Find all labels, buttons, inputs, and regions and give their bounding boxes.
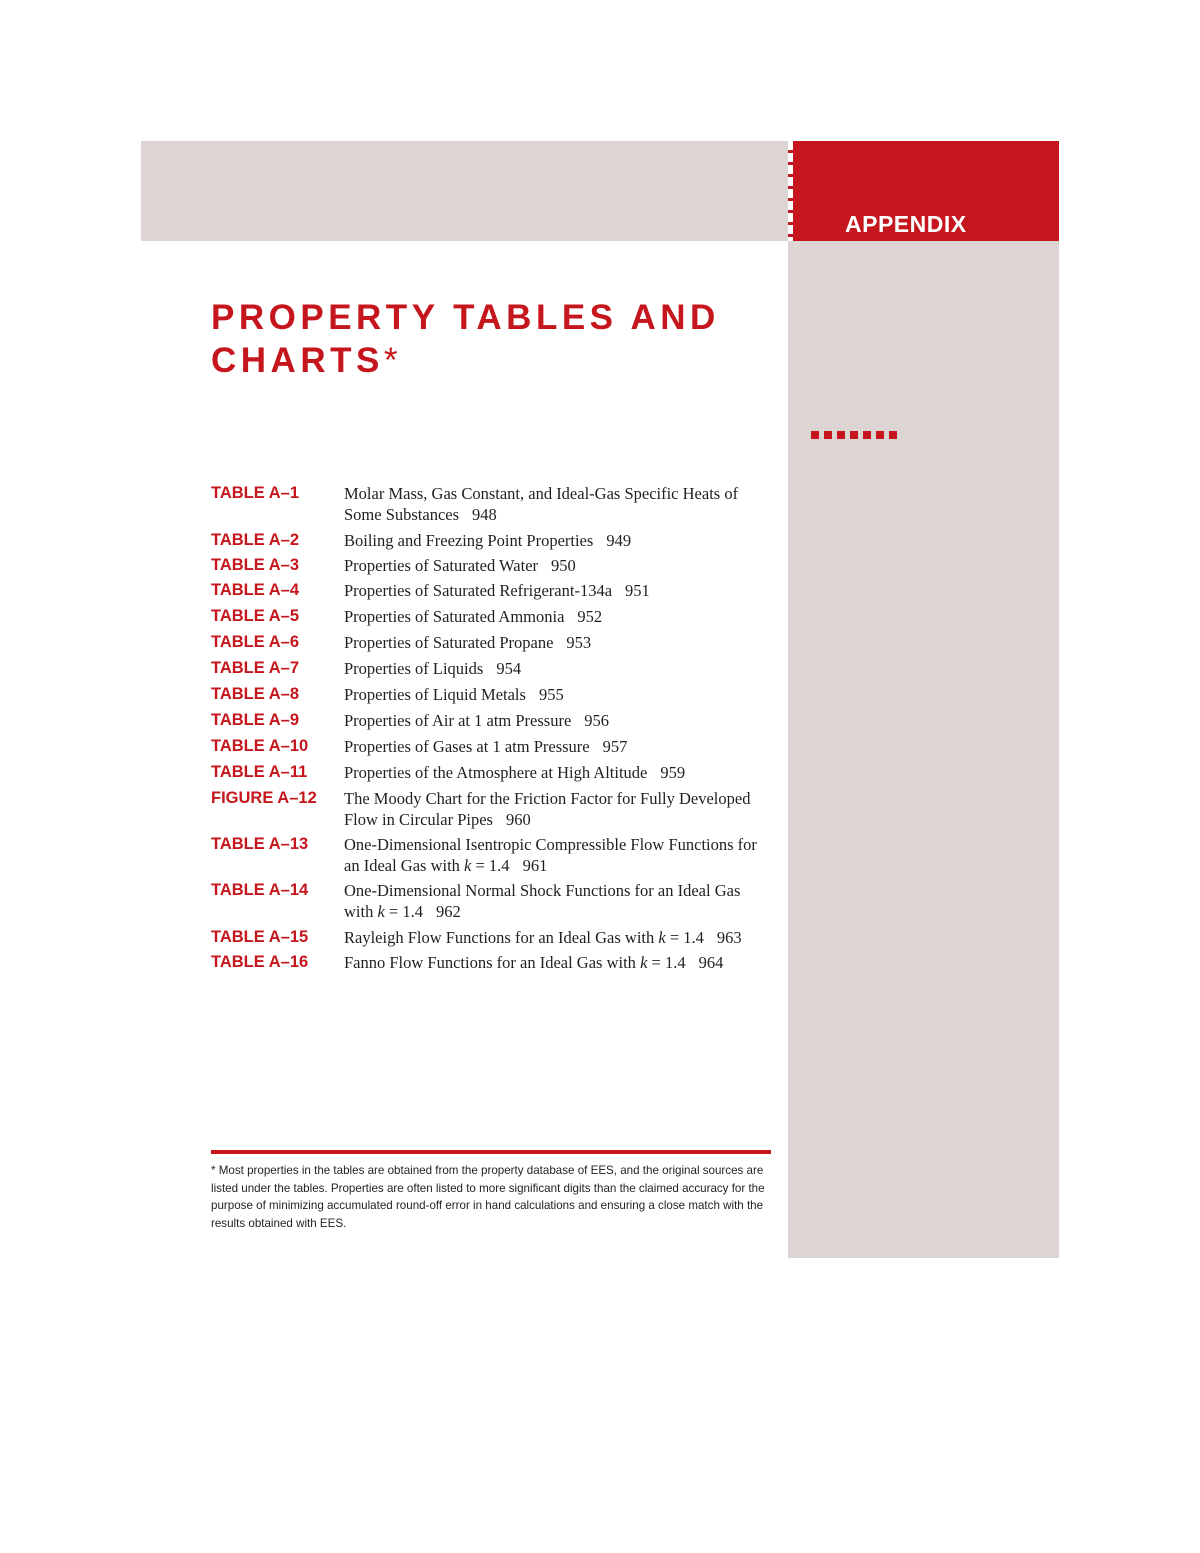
toc-entry-title — [344, 483, 771, 525]
toc-entry-title — [344, 788, 771, 830]
toc-entry-text: One-Dimensional Normal Shock Functions for an Ideal Gas with — [344, 881, 741, 921]
toc-entry-title — [344, 606, 771, 627]
toc-entry-page: 949 — [606, 531, 632, 550]
sidebar-dot-row — [811, 431, 911, 439]
toc-entry-label: FIGURE A–12 — [211, 789, 317, 807]
toc-entry-text: The Moody Chart for the Friction Factor for Fully Developed Flow in Circular Pipes — [344, 789, 751, 829]
toc-entry-text: Properties of Air at 1 atm Pressure — [344, 711, 572, 730]
toc-entry-title — [344, 736, 771, 757]
dot — [837, 431, 845, 439]
toc-entry — [211, 684, 771, 705]
toc-entry-text: Properties of Saturated Refrigerant-134a — [344, 581, 613, 600]
toc-entry-page: 956 — [584, 711, 610, 730]
toc-entry — [211, 927, 771, 948]
title-line-2: CHARTS — [211, 341, 384, 380]
toc-entry-text: Boiling and Freezing Point Properties — [344, 531, 594, 550]
toc-entry-text: Rayleigh Flow Functions for an Ideal Gas with — [344, 928, 655, 947]
toc-entry-label: TABLE A–11 — [211, 763, 308, 781]
toc-entry — [211, 952, 771, 973]
page-title — [211, 296, 771, 382]
toc-entry-text: Properties of Liquids — [344, 659, 484, 678]
toc-entry-variable: k — [640, 953, 648, 972]
toc-entry-title — [344, 684, 771, 705]
toc-entry — [211, 834, 771, 876]
toc-entry-title — [344, 710, 771, 731]
dot — [850, 431, 858, 439]
toc-entry — [211, 762, 771, 783]
toc-entry — [211, 658, 771, 679]
toc-entry-label: TABLE A–8 — [211, 685, 300, 703]
toc-entry — [211, 632, 771, 653]
toc-entry — [211, 483, 771, 525]
toc-entry-page: 960 — [505, 810, 531, 829]
toc-entry-page: 964 — [698, 953, 724, 972]
toc-entry-page: 959 — [660, 763, 686, 782]
toc-entry-page: 955 — [538, 685, 564, 704]
toc-entry-label: TABLE A–3 — [211, 556, 300, 574]
title-asterisk: * — [383, 341, 402, 380]
toc-entry-label: TABLE A–6 — [211, 633, 300, 651]
toc-entry-label: TABLE A–10 — [211, 737, 309, 755]
toc-entry — [211, 710, 771, 731]
header-band — [141, 141, 788, 241]
toc-entry-title — [344, 952, 771, 973]
toc-entry-text: Properties of Saturated Propane — [344, 633, 554, 652]
title-line-1: PROPERTY TABLES AND — [211, 298, 720, 337]
toc-entry-text: One-Dimensional Isentropic Compressible Flow Functions for an Ideal Gas with — [344, 835, 757, 875]
toc-entry — [211, 736, 771, 757]
toc-entry-title — [344, 530, 771, 551]
toc-entry-label: TABLE A–5 — [211, 607, 300, 625]
toc-entry-text: Properties of Gases at 1 atm Pressure — [344, 737, 590, 756]
toc-entry-page: 954 — [496, 659, 522, 678]
toc-entry-title — [344, 927, 771, 948]
toc-entry — [211, 788, 771, 830]
dot — [889, 431, 897, 439]
toc-entry-page: 957 — [602, 737, 628, 756]
toc-entry-variable: k — [658, 928, 666, 947]
toc-entry-title — [344, 555, 771, 576]
toc-entry-title — [344, 834, 771, 876]
toc-entry-label: TABLE A–14 — [211, 881, 309, 899]
toc-entry-page: 953 — [566, 633, 592, 652]
toc-entry-text: Properties of Saturated Ammonia — [344, 607, 565, 626]
footnote-rule — [211, 1150, 771, 1154]
toc-entry-title — [344, 880, 771, 922]
toc-entry-title — [344, 580, 771, 601]
appendix-tab — [788, 141, 1059, 241]
footnote: * Most properties in the tables are obtained from the property database of EES, and the original sources are listed under the tables. Properties are often listed to more significant digits than the claimed accuracy for the purpose of minimizing accumulated round-off error in hand calculations and ensuring a close match with the results obtained with EES. — [211, 1164, 765, 1230]
toc-entry-page: 952 — [577, 607, 603, 626]
toc-entry-page: 950 — [551, 556, 576, 575]
toc-entry — [211, 580, 771, 601]
toc-entry-label: TABLE A–1 — [211, 484, 300, 502]
toc-entry-equation: = 1.4 — [471, 856, 510, 875]
toc-entry-label: TABLE A–9 — [211, 711, 300, 729]
appendix-label: APPENDIX — [845, 211, 967, 237]
toc-entry-equation: = 1.4 — [384, 902, 423, 921]
toc-entry-title — [344, 632, 771, 653]
sidebar-band — [788, 241, 1059, 1258]
toc-entry-page: 961 — [522, 856, 548, 875]
toc-entry-label: TABLE A–7 — [211, 659, 300, 677]
toc-entry-equation: = 1.4 — [647, 953, 686, 972]
toc-entry-text: Fanno Flow Functions for an Ideal Gas with — [344, 953, 636, 972]
toc-entry-variable: k — [464, 856, 472, 875]
dot — [876, 431, 884, 439]
toc-entry-title — [344, 762, 771, 783]
dot — [811, 431, 819, 439]
toc-entry-label: TABLE A–13 — [211, 835, 309, 853]
toc-entry-equation: = 1.4 — [665, 928, 704, 947]
toc-entry — [211, 530, 771, 551]
toc-entry-page: 948 — [472, 505, 497, 524]
toc-entry-label: TABLE A–16 — [211, 953, 309, 971]
toc-entry-page: 951 — [625, 581, 650, 600]
toc-entry — [211, 606, 771, 627]
table-of-contents — [211, 483, 771, 973]
dot — [824, 431, 832, 439]
toc-entry-label: TABLE A–4 — [211, 581, 300, 599]
dotted-edge — [788, 141, 793, 241]
toc-entry-text: Properties of Liquid Metals — [344, 685, 526, 704]
toc-entry-page: 963 — [716, 928, 742, 947]
toc-entry-title — [344, 658, 771, 679]
toc-entry-label: TABLE A–2 — [211, 531, 300, 549]
toc-entry — [211, 555, 771, 576]
toc-entry-variable: k — [377, 902, 385, 921]
toc-entry-text: Molar Mass, Gas Constant, and Ideal-Gas Specific Heats of Some Substances — [344, 484, 739, 524]
toc-entry-label: TABLE A–15 — [211, 928, 309, 946]
appendix-page — [141, 141, 1059, 1258]
dot — [863, 431, 871, 439]
toc-entry-page: 962 — [435, 902, 461, 921]
toc-entry — [211, 880, 771, 922]
toc-entry-text: Properties of Saturated Water — [344, 556, 539, 575]
toc-entry-text: Properties of the Atmosphere at High Altitude — [344, 763, 648, 782]
